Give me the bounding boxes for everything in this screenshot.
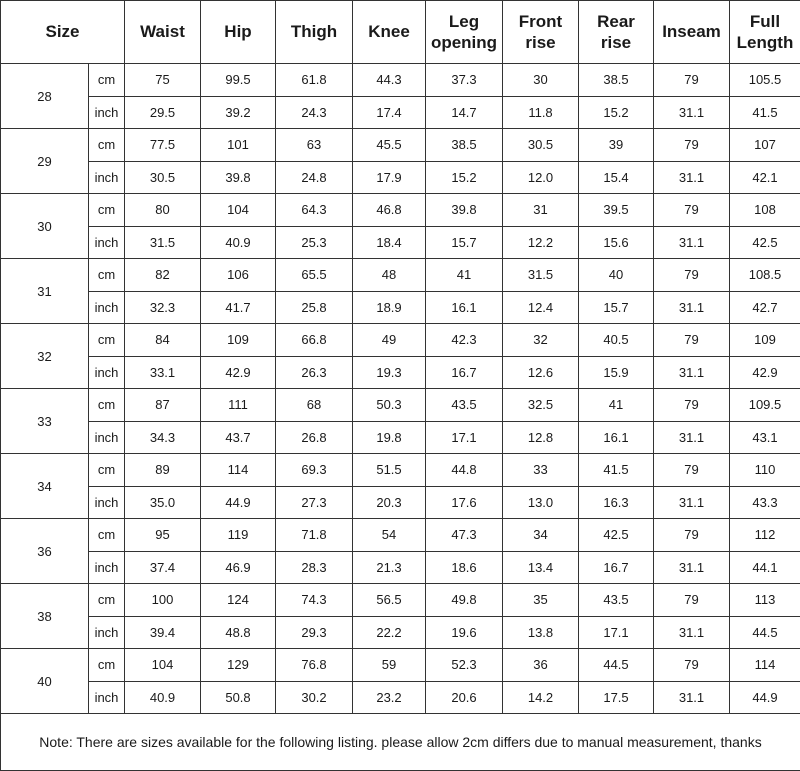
header-hip: Hip <box>201 1 276 64</box>
hip-value: 111 <box>201 389 276 422</box>
knee-value: 59 <box>353 649 426 682</box>
inseam-value: 31.1 <box>654 551 730 584</box>
size-value: 31 <box>1 259 89 324</box>
size-row-cm <box>1 324 800 357</box>
waist-value: 34.3 <box>125 421 201 454</box>
size-value: 40 <box>1 649 89 714</box>
unit-label-cm: cm <box>89 454 125 487</box>
size-value: 30 <box>1 194 89 259</box>
header-thigh: Thigh <box>276 1 353 64</box>
leg-opening-value: 52.3 <box>426 649 503 682</box>
inseam-value: 79 <box>654 649 730 682</box>
knee-value: 44.3 <box>353 64 426 97</box>
inseam-value: 79 <box>654 259 730 292</box>
header-rear-rise-line1: Rear <box>597 12 635 31</box>
header-leg-opening-line2: opening <box>431 33 497 52</box>
header-leg-opening <box>426 1 503 64</box>
unit-label-inch: inch <box>89 486 125 519</box>
hip-value: 101 <box>201 129 276 162</box>
thigh-value: 65.5 <box>276 259 353 292</box>
unit-label-cm: cm <box>89 324 125 357</box>
size-value: 29 <box>1 129 89 194</box>
front-rise-value: 12.2 <box>503 226 579 259</box>
unit-label-inch: inch <box>89 161 125 194</box>
size-row-inch <box>1 681 800 714</box>
rear-rise-value: 44.5 <box>579 649 654 682</box>
size-value: 36 <box>1 519 89 584</box>
size-value: 28 <box>1 64 89 129</box>
leg-opening-value: 20.6 <box>426 681 503 714</box>
hip-value: 43.7 <box>201 421 276 454</box>
full-length-value: 108 <box>730 194 800 227</box>
thigh-value: 26.3 <box>276 356 353 389</box>
knee-value: 19.3 <box>353 356 426 389</box>
rear-rise-value: 16.3 <box>579 486 654 519</box>
waist-value: 77.5 <box>125 129 201 162</box>
full-length-value: 113 <box>730 584 800 617</box>
rear-rise-value: 41 <box>579 389 654 422</box>
header-front-rise-line1: Front <box>519 12 562 31</box>
size-row-cm <box>1 454 800 487</box>
full-length-value: 44.9 <box>730 681 800 714</box>
size-row-inch <box>1 226 800 259</box>
front-rise-value: 12.6 <box>503 356 579 389</box>
size-row-cm <box>1 519 800 552</box>
inseam-value: 31.1 <box>654 421 730 454</box>
leg-opening-value: 44.8 <box>426 454 503 487</box>
size-row-inch <box>1 356 800 389</box>
rear-rise-value: 43.5 <box>579 584 654 617</box>
size-row-inch <box>1 616 800 649</box>
size-row-inch <box>1 551 800 584</box>
inseam-value: 79 <box>654 64 730 97</box>
size-value: 34 <box>1 454 89 519</box>
rear-rise-value: 38.5 <box>579 64 654 97</box>
header-full-length-line1: Full <box>750 12 780 31</box>
unit-label-inch: inch <box>89 356 125 389</box>
waist-value: 100 <box>125 584 201 617</box>
hip-value: 44.9 <box>201 486 276 519</box>
waist-value: 95 <box>125 519 201 552</box>
inseam-value: 31.1 <box>654 226 730 259</box>
front-rise-value: 12.4 <box>503 291 579 324</box>
hip-value: 124 <box>201 584 276 617</box>
front-rise-value: 12.8 <box>503 421 579 454</box>
hip-value: 48.8 <box>201 616 276 649</box>
waist-value: 89 <box>125 454 201 487</box>
waist-value: 37.4 <box>125 551 201 584</box>
unit-label-inch: inch <box>89 421 125 454</box>
waist-value: 35.0 <box>125 486 201 519</box>
measurement-note: Note: There are sizes available for the following listing. please allow 2cm differs due to manual measurement, thanks <box>1 714 800 771</box>
knee-value: 23.2 <box>353 681 426 714</box>
header-waist: Waist <box>125 1 201 64</box>
unit-label-cm: cm <box>89 584 125 617</box>
thigh-value: 25.3 <box>276 226 353 259</box>
hip-value: 99.5 <box>201 64 276 97</box>
inseam-value: 31.1 <box>654 356 730 389</box>
rear-rise-value: 17.5 <box>579 681 654 714</box>
unit-label-cm: cm <box>89 519 125 552</box>
header-row <box>1 1 800 64</box>
leg-opening-value: 38.5 <box>426 129 503 162</box>
size-row-inch <box>1 161 800 194</box>
front-rise-value: 30 <box>503 64 579 97</box>
thigh-value: 30.2 <box>276 681 353 714</box>
waist-value: 80 <box>125 194 201 227</box>
header-rear-rise-line2: rise <box>601 33 631 52</box>
rear-rise-value: 15.2 <box>579 96 654 129</box>
front-rise-value: 36 <box>503 649 579 682</box>
knee-value: 22.2 <box>353 616 426 649</box>
waist-value: 104 <box>125 649 201 682</box>
rear-rise-value: 15.7 <box>579 291 654 324</box>
knee-value: 50.3 <box>353 389 426 422</box>
header-size: Size <box>1 1 125 64</box>
size-row-cm <box>1 389 800 422</box>
hip-value: 104 <box>201 194 276 227</box>
rear-rise-value: 15.6 <box>579 226 654 259</box>
thigh-value: 69.3 <box>276 454 353 487</box>
thigh-value: 63 <box>276 129 353 162</box>
full-length-value: 108.5 <box>730 259 800 292</box>
waist-value: 40.9 <box>125 681 201 714</box>
size-row-cm <box>1 194 800 227</box>
thigh-value: 71.8 <box>276 519 353 552</box>
leg-opening-value: 42.3 <box>426 324 503 357</box>
inseam-value: 79 <box>654 129 730 162</box>
unit-label-inch: inch <box>89 681 125 714</box>
unit-label-inch: inch <box>89 616 125 649</box>
inseam-value: 31.1 <box>654 161 730 194</box>
waist-value: 82 <box>125 259 201 292</box>
rear-rise-value: 17.1 <box>579 616 654 649</box>
inseam-value: 79 <box>654 584 730 617</box>
knee-value: 45.5 <box>353 129 426 162</box>
hip-value: 41.7 <box>201 291 276 324</box>
hip-value: 39.2 <box>201 96 276 129</box>
full-length-value: 44.5 <box>730 616 800 649</box>
thigh-value: 24.3 <box>276 96 353 129</box>
thigh-value: 61.8 <box>276 64 353 97</box>
header-front-rise <box>503 1 579 64</box>
knee-value: 18.9 <box>353 291 426 324</box>
knee-value: 46.8 <box>353 194 426 227</box>
rear-rise-value: 39 <box>579 129 654 162</box>
size-row-inch <box>1 291 800 324</box>
thigh-value: 28.3 <box>276 551 353 584</box>
hip-value: 106 <box>201 259 276 292</box>
rear-rise-value: 40.5 <box>579 324 654 357</box>
full-length-value: 112 <box>730 519 800 552</box>
front-rise-value: 31 <box>503 194 579 227</box>
thigh-value: 66.8 <box>276 324 353 357</box>
front-rise-value: 32.5 <box>503 389 579 422</box>
full-length-value: 42.1 <box>730 161 800 194</box>
knee-value: 56.5 <box>353 584 426 617</box>
size-row-cm <box>1 129 800 162</box>
knee-value: 18.4 <box>353 226 426 259</box>
leg-opening-value: 49.8 <box>426 584 503 617</box>
hip-value: 50.8 <box>201 681 276 714</box>
size-row-inch <box>1 486 800 519</box>
leg-opening-value: 47.3 <box>426 519 503 552</box>
inseam-value: 79 <box>654 324 730 357</box>
waist-value: 30.5 <box>125 161 201 194</box>
thigh-value: 27.3 <box>276 486 353 519</box>
rear-rise-value: 39.5 <box>579 194 654 227</box>
full-length-value: 42.7 <box>730 291 800 324</box>
waist-value: 29.5 <box>125 96 201 129</box>
hip-value: 46.9 <box>201 551 276 584</box>
waist-value: 31.5 <box>125 226 201 259</box>
inseam-value: 79 <box>654 389 730 422</box>
rear-rise-value: 40 <box>579 259 654 292</box>
knee-value: 19.8 <box>353 421 426 454</box>
size-table-body <box>1 64 800 714</box>
unit-label-inch: inch <box>89 96 125 129</box>
front-rise-value: 14.2 <box>503 681 579 714</box>
leg-opening-value: 19.6 <box>426 616 503 649</box>
unit-label-cm: cm <box>89 259 125 292</box>
size-value: 33 <box>1 389 89 454</box>
thigh-value: 68 <box>276 389 353 422</box>
inseam-value: 79 <box>654 194 730 227</box>
leg-opening-value: 18.6 <box>426 551 503 584</box>
header-full-length <box>730 1 800 64</box>
rear-rise-value: 41.5 <box>579 454 654 487</box>
knee-value: 17.9 <box>353 161 426 194</box>
full-length-value: 110 <box>730 454 800 487</box>
thigh-value: 25.8 <box>276 291 353 324</box>
knee-value: 49 <box>353 324 426 357</box>
header-knee: Knee <box>353 1 426 64</box>
size-row-cm <box>1 64 800 97</box>
unit-label-cm: cm <box>89 129 125 162</box>
waist-value: 75 <box>125 64 201 97</box>
leg-opening-value: 41 <box>426 259 503 292</box>
full-length-value: 43.3 <box>730 486 800 519</box>
header-full-length-line2: Length <box>737 33 794 52</box>
front-rise-value: 33 <box>503 454 579 487</box>
rear-rise-value: 15.4 <box>579 161 654 194</box>
inseam-value: 79 <box>654 519 730 552</box>
rear-rise-value: 16.1 <box>579 421 654 454</box>
leg-opening-value: 17.6 <box>426 486 503 519</box>
leg-opening-value: 37.3 <box>426 64 503 97</box>
waist-value: 84 <box>125 324 201 357</box>
inseam-value: 31.1 <box>654 96 730 129</box>
front-rise-value: 35 <box>503 584 579 617</box>
inseam-value: 79 <box>654 454 730 487</box>
size-row-inch <box>1 96 800 129</box>
knee-value: 20.3 <box>353 486 426 519</box>
leg-opening-value: 15.2 <box>426 161 503 194</box>
size-row-cm <box>1 259 800 292</box>
unit-label-cm: cm <box>89 64 125 97</box>
size-value: 32 <box>1 324 89 389</box>
knee-value: 54 <box>353 519 426 552</box>
header-rear-rise <box>579 1 654 64</box>
unit-label-cm: cm <box>89 389 125 422</box>
thigh-value: 74.3 <box>276 584 353 617</box>
front-rise-value: 13.4 <box>503 551 579 584</box>
size-value: 38 <box>1 584 89 649</box>
inseam-value: 31.1 <box>654 291 730 324</box>
note-row <box>1 714 800 771</box>
hip-value: 114 <box>201 454 276 487</box>
thigh-value: 24.8 <box>276 161 353 194</box>
full-length-value: 42.5 <box>730 226 800 259</box>
full-length-value: 41.5 <box>730 96 800 129</box>
hip-value: 39.8 <box>201 161 276 194</box>
waist-value: 33.1 <box>125 356 201 389</box>
waist-value: 39.4 <box>125 616 201 649</box>
header-front-rise-line2: rise <box>525 33 555 52</box>
inseam-value: 31.1 <box>654 616 730 649</box>
thigh-value: 64.3 <box>276 194 353 227</box>
header-inseam: Inseam <box>654 1 730 64</box>
leg-opening-value: 16.7 <box>426 356 503 389</box>
inseam-value: 31.1 <box>654 486 730 519</box>
knee-value: 51.5 <box>353 454 426 487</box>
thigh-value: 76.8 <box>276 649 353 682</box>
header-leg-opening-line1: Leg <box>449 12 479 31</box>
waist-value: 32.3 <box>125 291 201 324</box>
leg-opening-value: 15.7 <box>426 226 503 259</box>
size-row-inch <box>1 421 800 454</box>
rear-rise-value: 42.5 <box>579 519 654 552</box>
unit-label-inch: inch <box>89 551 125 584</box>
knee-value: 17.4 <box>353 96 426 129</box>
front-rise-value: 30.5 <box>503 129 579 162</box>
unit-label-inch: inch <box>89 291 125 324</box>
full-length-value: 44.1 <box>730 551 800 584</box>
leg-opening-value: 17.1 <box>426 421 503 454</box>
unit-label-cm: cm <box>89 649 125 682</box>
knee-value: 21.3 <box>353 551 426 584</box>
leg-opening-value: 14.7 <box>426 96 503 129</box>
size-row-cm <box>1 584 800 617</box>
full-length-value: 42.9 <box>730 356 800 389</box>
hip-value: 119 <box>201 519 276 552</box>
full-length-value: 109 <box>730 324 800 357</box>
front-rise-value: 34 <box>503 519 579 552</box>
unit-label-inch: inch <box>89 226 125 259</box>
waist-value: 87 <box>125 389 201 422</box>
hip-value: 109 <box>201 324 276 357</box>
full-length-value: 105.5 <box>730 64 800 97</box>
hip-value: 42.9 <box>201 356 276 389</box>
front-rise-value: 32 <box>503 324 579 357</box>
front-rise-value: 13.0 <box>503 486 579 519</box>
leg-opening-value: 16.1 <box>426 291 503 324</box>
full-length-value: 43.1 <box>730 421 800 454</box>
thigh-value: 26.8 <box>276 421 353 454</box>
rear-rise-value: 15.9 <box>579 356 654 389</box>
front-rise-value: 12.0 <box>503 161 579 194</box>
rear-rise-value: 16.7 <box>579 551 654 584</box>
leg-opening-value: 39.8 <box>426 194 503 227</box>
front-rise-value: 31.5 <box>503 259 579 292</box>
knee-value: 48 <box>353 259 426 292</box>
thigh-value: 29.3 <box>276 616 353 649</box>
inseam-value: 31.1 <box>654 681 730 714</box>
leg-opening-value: 43.5 <box>426 389 503 422</box>
hip-value: 129 <box>201 649 276 682</box>
front-rise-value: 11.8 <box>503 96 579 129</box>
full-length-value: 109.5 <box>730 389 800 422</box>
size-row-cm <box>1 649 800 682</box>
front-rise-value: 13.8 <box>503 616 579 649</box>
hip-value: 40.9 <box>201 226 276 259</box>
full-length-value: 107 <box>730 129 800 162</box>
full-length-value: 114 <box>730 649 800 682</box>
unit-label-cm: cm <box>89 194 125 227</box>
